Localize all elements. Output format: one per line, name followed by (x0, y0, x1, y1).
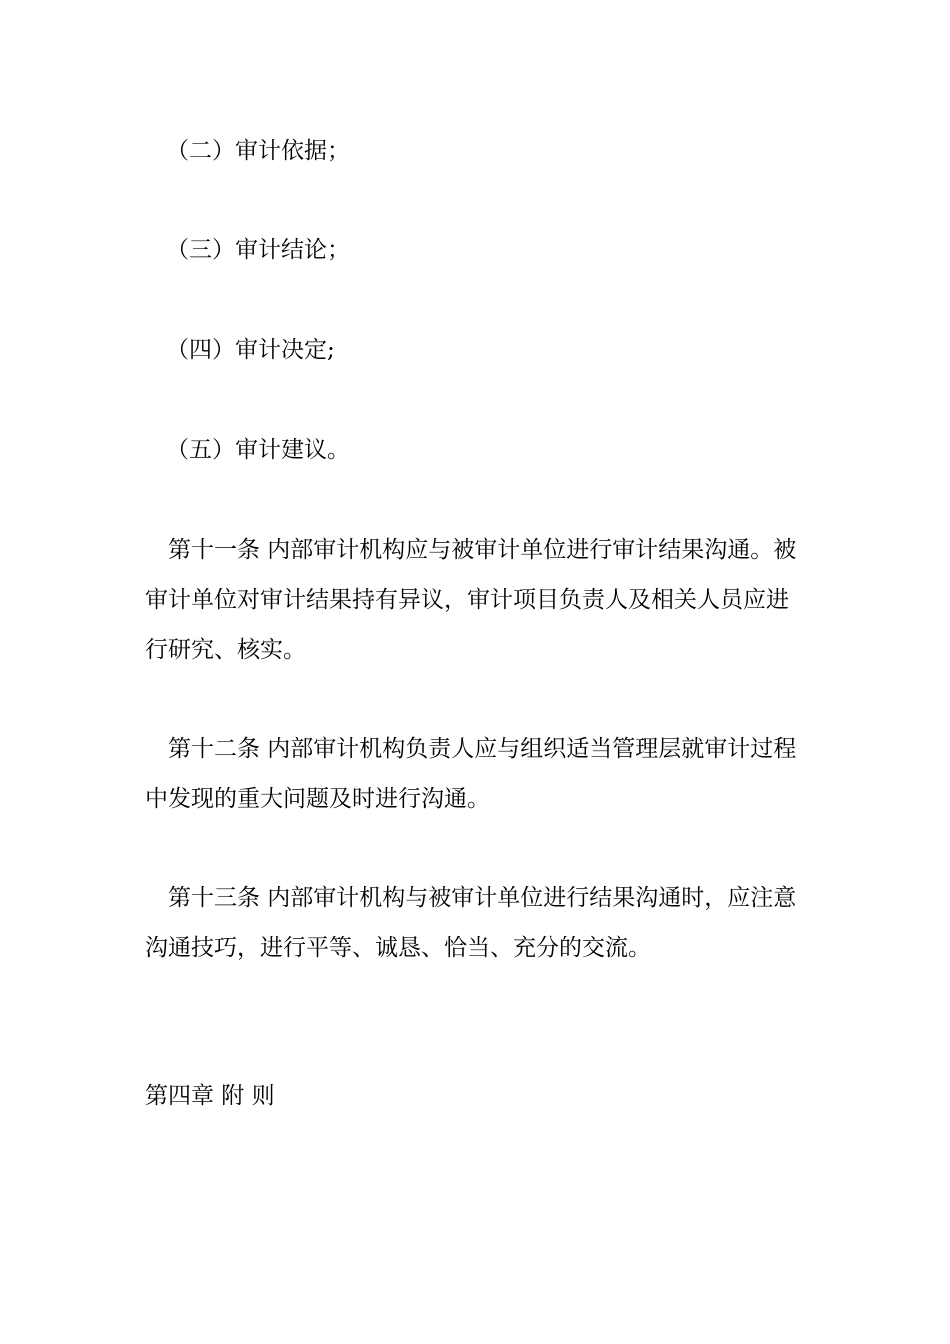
list-item-audit-conclusion: （三）审计结论； (166, 237, 350, 263)
article-11: 第十一条 内部审计机构应与被审计单位进行审计结果沟通。被审计单位对审计结果持有异议，审计项目负责人及相关人员应进行研究、核实。 (145, 537, 797, 663)
list-item-audit-basis: （二）审计依据； (166, 138, 350, 164)
list-item-audit-suggestion: （五）审计建议。 (166, 437, 350, 463)
chapter-heading: 第四章 附 则 (145, 1083, 275, 1109)
list-item-audit-decision: （四）审计决定; (166, 337, 335, 363)
article-12: 第十二条 内部审计机构负责人应与组织适当管理层就审计过程中发现的重大问题及时进行沟通。 (145, 736, 797, 812)
article-13: 第十三条 内部审计机构与被审计单位进行结果沟通时，应注意沟通技巧，进行平等、诚恳、恰当、充分的交流。 (145, 885, 797, 961)
